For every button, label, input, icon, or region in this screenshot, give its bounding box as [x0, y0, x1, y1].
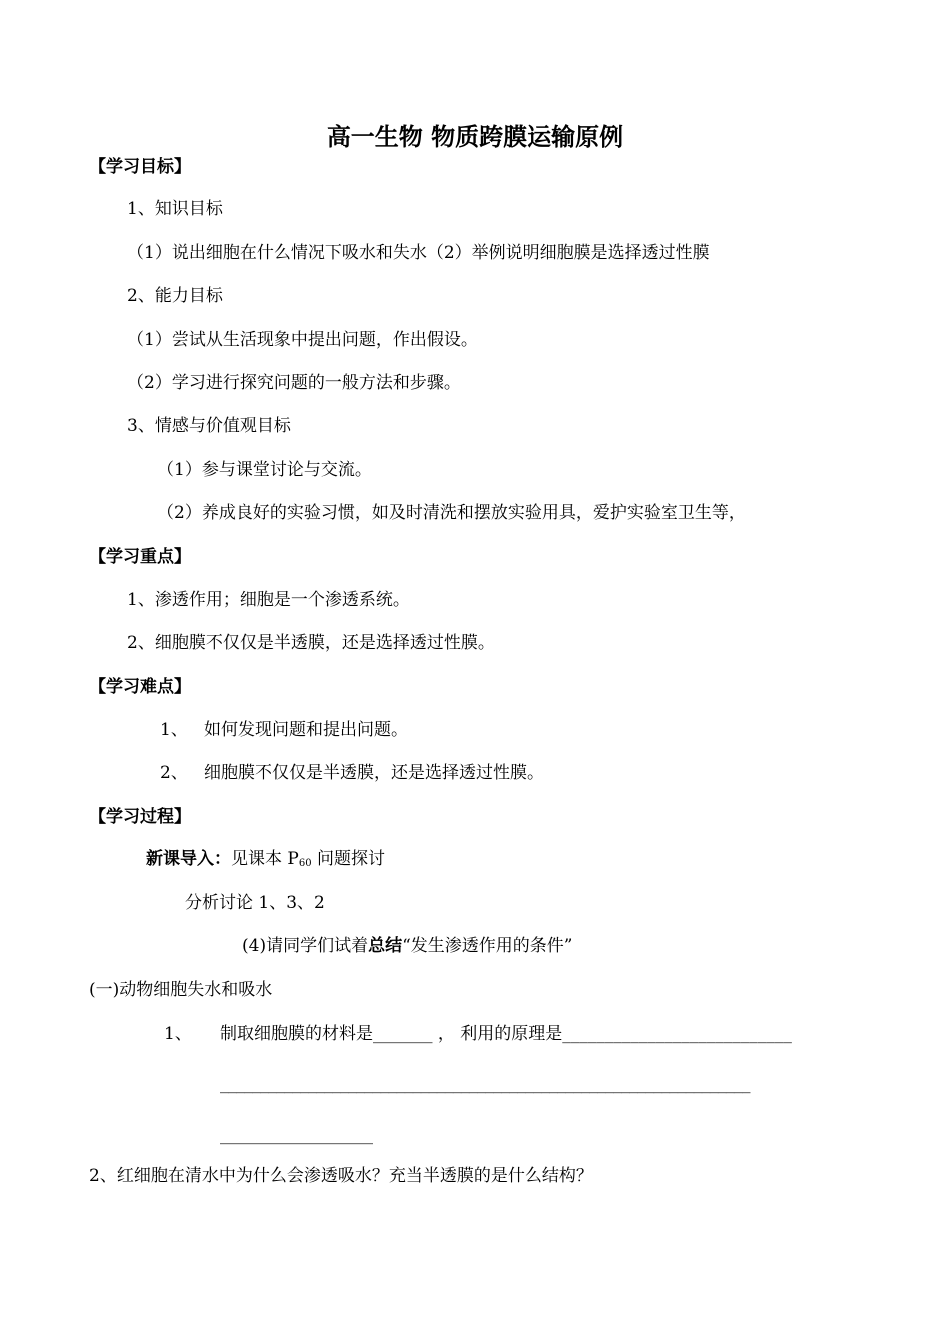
discussion-line: 分析讨论 1、3、2 — [185, 893, 325, 913]
intro-label: 新课导入： — [146, 849, 231, 869]
difficulty-item-2 — [160, 762, 544, 784]
knowledge-objective-title: 1、知识目标 — [127, 199, 223, 219]
intro-text: 见课本 P — [231, 849, 299, 869]
intro-line — [146, 848, 385, 875]
emotion-objective-item-1: （1）参与课堂讨论与交流。 — [157, 460, 372, 480]
page-title: 高一生物 物质跨膜运输原例 — [326, 123, 624, 151]
ability-objective-item-1: （1）尝试从生活现象中提出问题，作出假设。 — [127, 330, 478, 350]
difficulty-number-1: 1、 — [160, 720, 188, 740]
difficulty-item-1 — [160, 719, 408, 741]
intro-after: 问题探讨 — [311, 849, 385, 869]
intro-page-subscript: 60 — [298, 858, 312, 869]
answer-blank-line-2: __________________ — [220, 1125, 373, 1145]
ability-objective-item-2: （2）学习进行探究问题的一般方法和步骤。 — [127, 373, 461, 393]
question-2: 2、红细胞在清水中为什么会渗透吸水？充当半透膜的是什么结构？ — [89, 1166, 593, 1186]
question-1 — [164, 1023, 792, 1045]
summary-pre: (4)请同学们试着 — [242, 936, 369, 956]
difficulty-number-2: 2、 — [160, 763, 188, 783]
question-1-blank-tail: ____ — [757, 1024, 792, 1044]
summary-post: “发生渗透作用的条件” — [402, 936, 573, 956]
answer-blank-line-1: __________________________________________________________________ — [220, 1074, 750, 1094]
summary-bold: 总结 — [368, 936, 403, 956]
question-1-number: 1、 — [164, 1024, 192, 1044]
objectives-heading: 【学习目标】 — [89, 157, 191, 177]
key-point-item-1: 1、渗透作用；细胞是一个渗透系统。 — [127, 590, 410, 610]
knowledge-objective-items: （1）说出细胞在什么情况下吸水和失水（2）举例说明细胞膜是选择透过性膜 — [127, 243, 710, 263]
emotion-objective-item-2: （2）养成良好的实验习惯，如及时清洗和摆放实验用具，爱护实验室卫生等， — [157, 503, 746, 523]
key-point-item-2: 2、细胞膜不仅仅是半透膜，还是选择透过性膜。 — [127, 633, 495, 653]
difficulty-text-1: 如何发现问题和提出问题。 — [204, 720, 408, 740]
difficulty-text-2: 细胞膜不仅仅是半透膜，还是选择透过性膜。 — [204, 763, 544, 783]
difficulties-heading: 【学习难点】 — [89, 677, 191, 697]
question-1-text: 制取细胞膜的材料是_______ ， 利用的原理是_______________________ — [220, 1024, 758, 1044]
key-points-heading: 【学习重点】 — [89, 547, 191, 567]
ability-objective-title: 2、能力目标 — [127, 286, 223, 306]
process-heading: 【学习过程】 — [89, 807, 191, 827]
summary-line — [242, 935, 572, 957]
section-animal-cells: (一)动物细胞失水和吸水 — [89, 980, 273, 1000]
emotion-objective-title: 3、情感与价值观目标 — [127, 416, 291, 436]
